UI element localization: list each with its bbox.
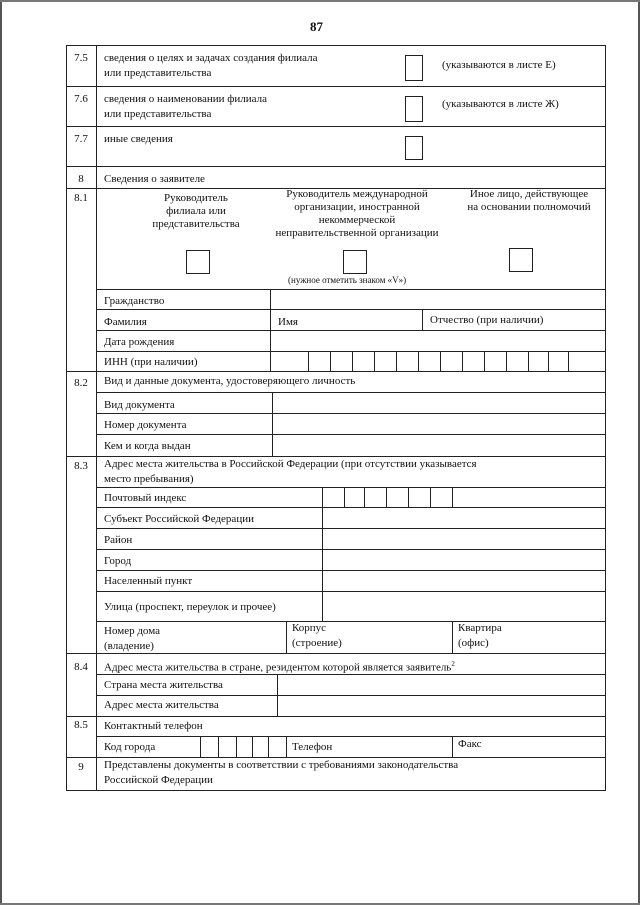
- section-title: Вид и данные документа, удостоверяющего личность: [104, 375, 356, 387]
- field-label: Квартира: [458, 622, 502, 634]
- fax-field[interactable]: [490, 737, 604, 756]
- field-label: Корпус: [292, 622, 327, 634]
- field-label: Номер документа: [104, 419, 187, 431]
- field-label: Город: [104, 555, 132, 567]
- row-note: (указываются в листе Ж): [442, 98, 559, 110]
- checkbox-applicant-other[interactable]: [509, 248, 533, 272]
- row-text: сведения о наименовании филиала: [104, 93, 268, 105]
- district-field[interactable]: [324, 529, 604, 549]
- field-label: Код города: [104, 741, 156, 753]
- field-label: Район: [104, 534, 133, 546]
- field-label: Почтовый индекс: [104, 492, 187, 504]
- field-label: Дата рождения: [104, 336, 175, 348]
- section-title: место пребывания): [104, 473, 194, 485]
- doc-number-field[interactable]: [274, 414, 604, 434]
- phone-field[interactable]: [340, 737, 450, 756]
- checkbox-7-5[interactable]: [405, 55, 423, 81]
- row-text: сведения о целях и задачах создания филиала: [104, 52, 318, 64]
- section-title: Сведения о заявителе: [104, 173, 205, 185]
- subject-field[interactable]: [324, 508, 604, 528]
- field-label: Кем и когда выдан: [104, 440, 191, 452]
- field-label: Номер дома: [104, 625, 160, 637]
- birth-date-field[interactable]: [272, 331, 604, 351]
- mark-hint: (нужное отметить знаком «V»): [288, 275, 407, 285]
- field-label: Населенный пункт: [104, 575, 193, 587]
- field-label: Гражданство: [104, 295, 165, 307]
- locality-field[interactable]: [324, 571, 604, 591]
- field-label: Факс: [458, 738, 482, 750]
- scan-edge-left: [0, 0, 2, 905]
- checkbox-7-7[interactable]: [405, 136, 423, 160]
- citizenship-field[interactable]: [272, 290, 604, 309]
- applicant-option-other: Иное лицо, действующее на основании полномочий: [467, 188, 591, 213]
- applicant-option-head: Руководитель филиала или представительства: [152, 192, 240, 230]
- country-field[interactable]: [279, 675, 604, 694]
- row-text: Представлены документы в соответствии с требованиями законодательства: [104, 759, 459, 771]
- row-text: или представительства: [104, 67, 212, 79]
- row-text: иные сведения: [104, 133, 173, 145]
- field-label: Улица (проспект, переулок и прочее): [104, 601, 276, 613]
- inn-cells[interactable]: [308, 352, 590, 370]
- footnote-mark: 2: [451, 660, 455, 668]
- row-number: 7.7: [74, 133, 88, 145]
- field-label: Телефон: [292, 741, 333, 753]
- doc-type-field[interactable]: [274, 393, 604, 412]
- city-field[interactable]: [324, 550, 604, 570]
- doc-issued-field[interactable]: [274, 435, 604, 455]
- foreign-address-field[interactable]: [279, 696, 604, 715]
- row-number: 7.6: [74, 93, 88, 105]
- checkbox-applicant-intl[interactable]: [343, 250, 367, 274]
- field-label: Вид документа: [104, 399, 175, 411]
- section-title: Контактный телефон: [104, 720, 203, 732]
- row-number: 8.2: [74, 377, 88, 389]
- city-code-cells[interactable]: [200, 737, 286, 756]
- field-label: (строение): [292, 637, 342, 649]
- checkbox-7-6[interactable]: [405, 96, 423, 122]
- field-label: Субъект Российской Федерации: [104, 513, 254, 525]
- row-number: 7.5: [74, 52, 88, 64]
- row-number: 8.5: [74, 719, 88, 731]
- field-label: Имя: [278, 316, 298, 328]
- row-number: 8.3: [74, 460, 88, 472]
- checkbox-applicant-head[interactable]: [186, 250, 210, 274]
- page-number: 87: [310, 19, 323, 34]
- row-note: (указываются в листе Е): [442, 59, 556, 71]
- street-field[interactable]: [324, 592, 604, 620]
- row-number: 9: [78, 761, 84, 773]
- scan-edge-top: [0, 0, 640, 2]
- row-number: 8.1: [74, 192, 88, 204]
- field-label: Страна места жительства: [104, 679, 223, 691]
- field-label: (офис): [458, 637, 489, 649]
- applicant-option-intl: Руководитель международной организации, иностранной некоммерческой неправительственной организации: [275, 188, 439, 239]
- section-title: Адрес места жительства в Российской Федерации (при отсутствии указывается: [104, 458, 477, 470]
- row-number: 8.4: [74, 661, 88, 673]
- field-label: Адрес места жительства: [104, 699, 219, 711]
- row-number: 8: [78, 173, 84, 185]
- row-text: Российской Федерации: [104, 774, 213, 786]
- postal-code-cells[interactable]: [344, 488, 452, 506]
- row-text: или представительства: [104, 108, 212, 120]
- field-label: ИНН (при наличии): [104, 356, 198, 368]
- field-label: Отчество (при наличии): [430, 314, 544, 326]
- section-title: Адрес места жительства в стране, резидентом которой является заявитель$^2$: [104, 660, 455, 674]
- field-label: (владение): [104, 640, 154, 652]
- field-label: Фамилия: [104, 316, 147, 328]
